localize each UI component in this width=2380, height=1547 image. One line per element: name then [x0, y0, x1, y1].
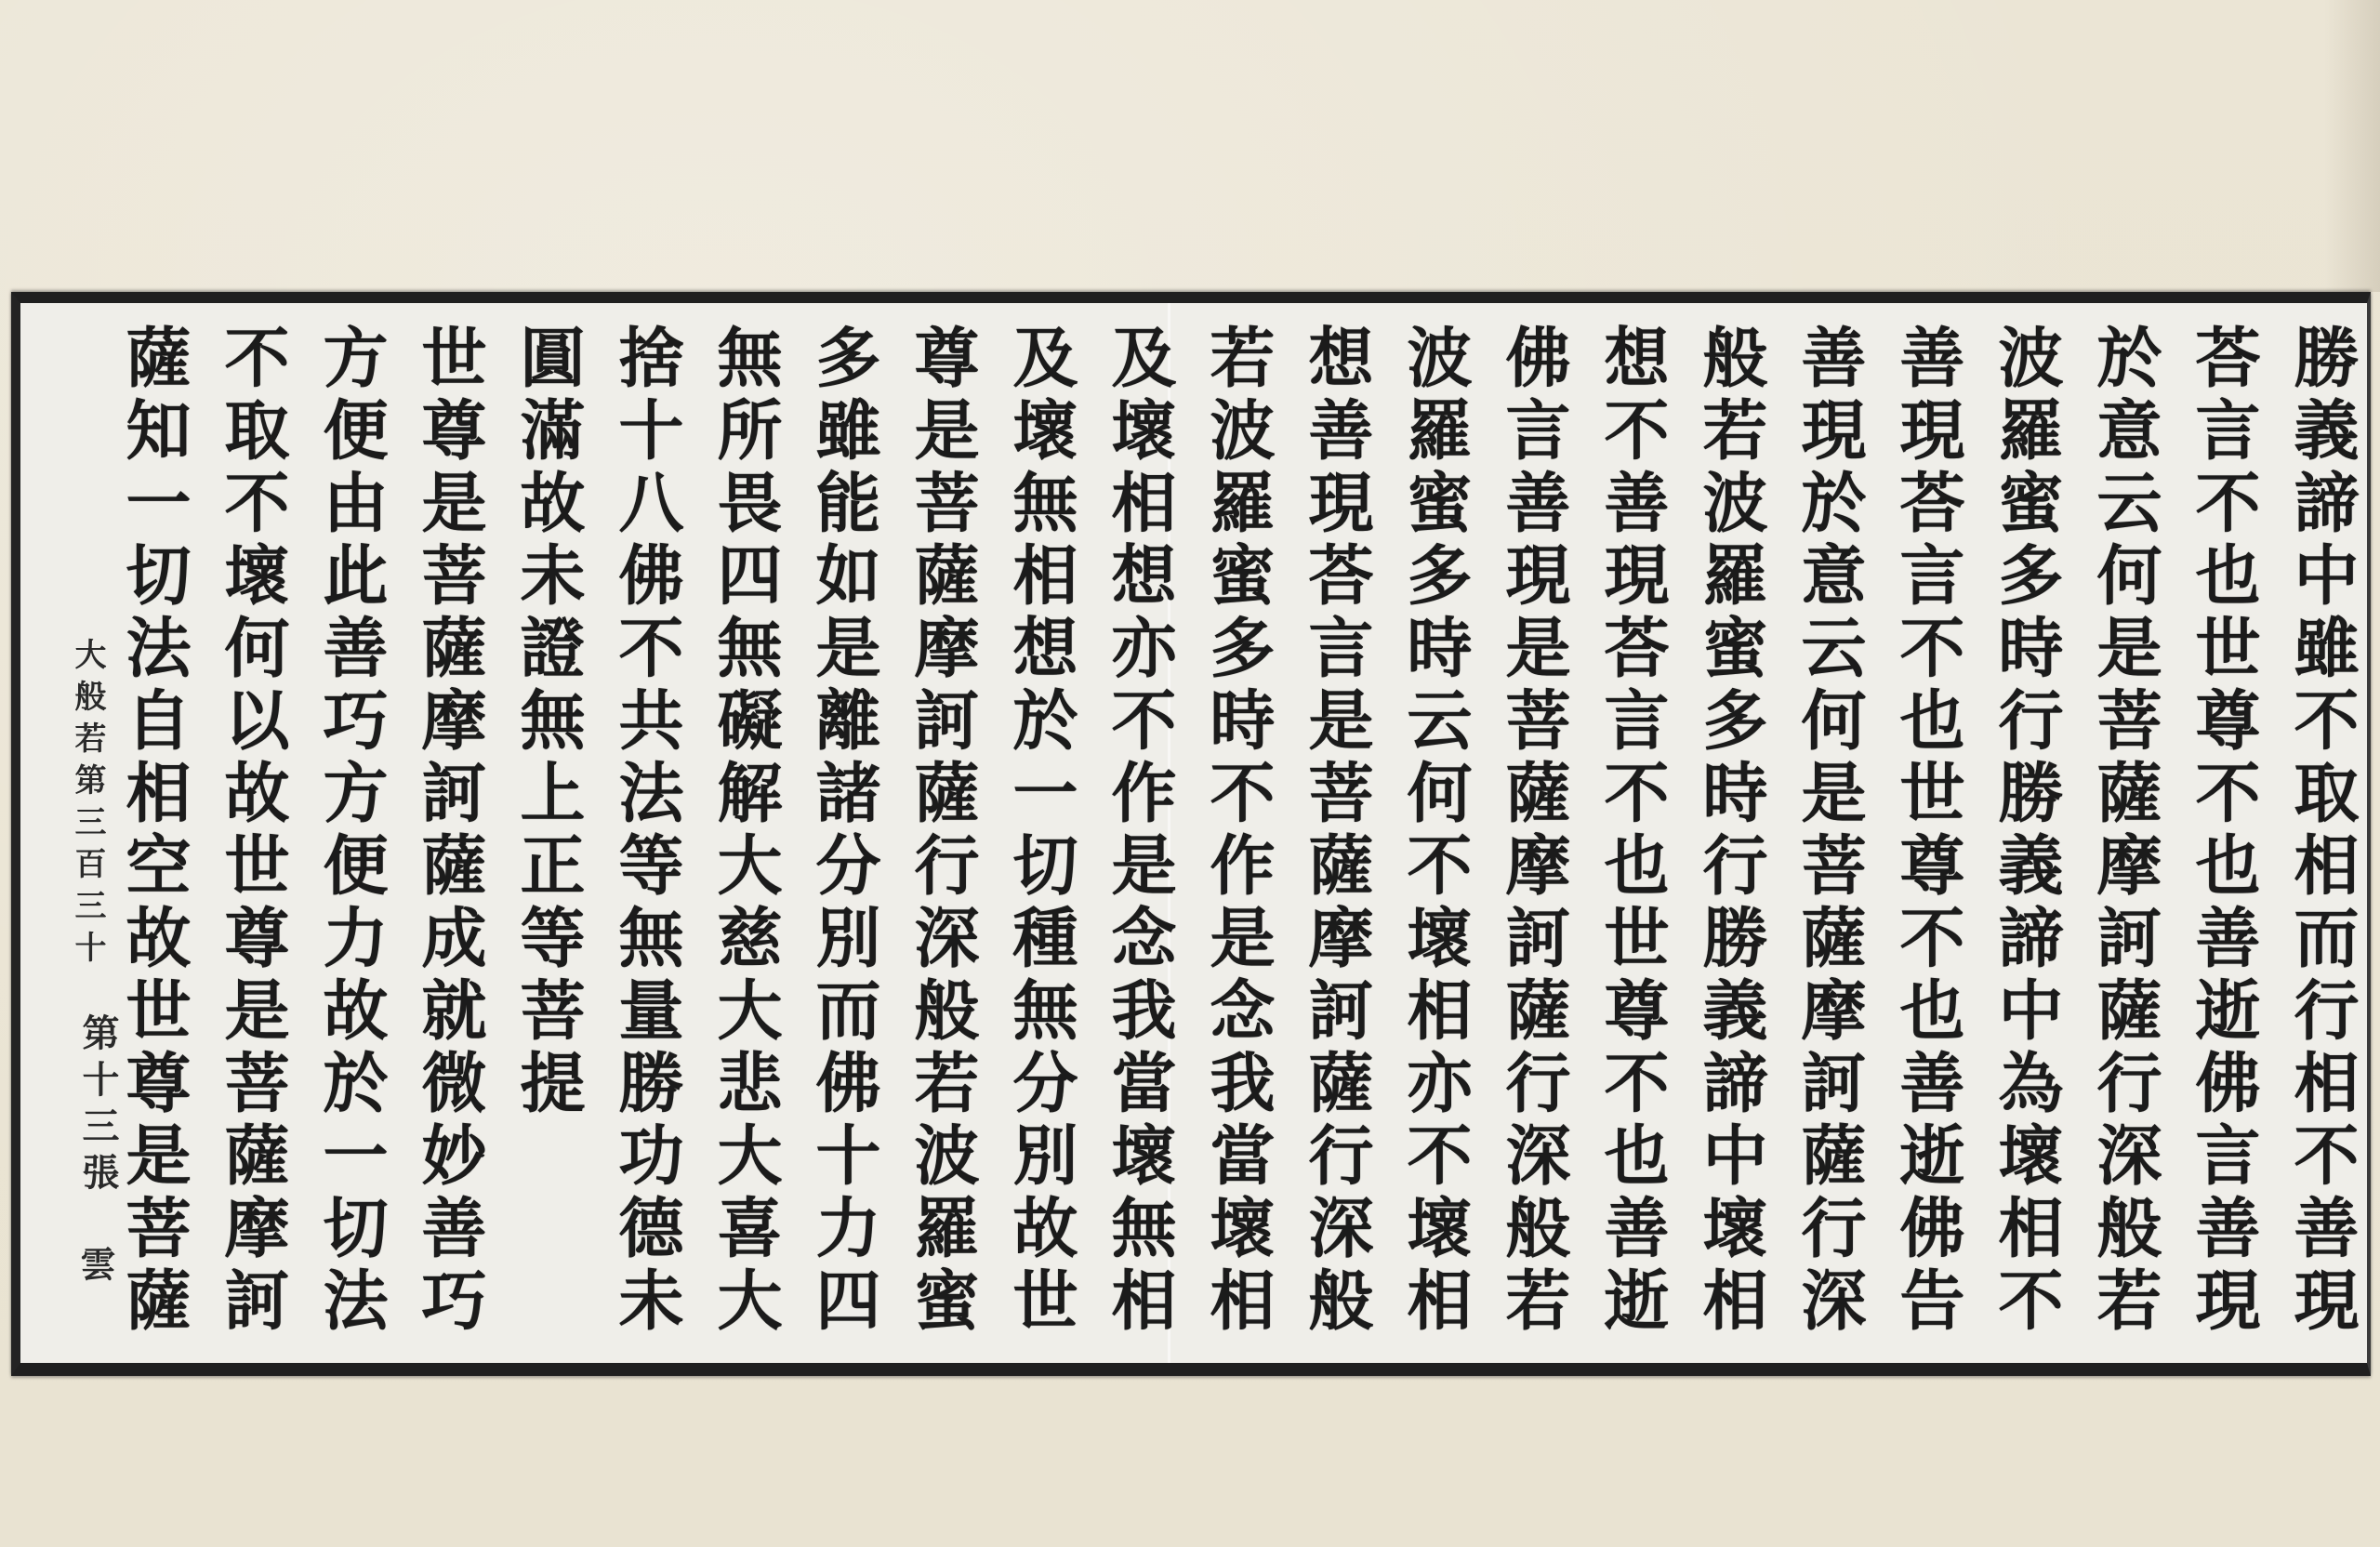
sutra-text-block — [104, 324, 2371, 1355]
text-column-4: 波羅蜜多時行勝義諦中為壞相不 — [1988, 324, 2065, 1339]
text-column-20: 世尊是菩薩摩訶薩成就微妙善巧 — [411, 324, 488, 1339]
text-column-14: 及壞無相想於一切種無分別故世 — [1002, 324, 1079, 1339]
text-column-21: 方便由此善巧方便力故於一切法 — [312, 324, 390, 1339]
text-column-3: 於意云何是菩薩摩訶薩行深般若 — [2086, 324, 2163, 1339]
margin-sheet-number: 第十三張 — [76, 1013, 120, 1199]
text-column-10: 波羅蜜多時云何不壞相亦不壞相 — [1396, 324, 1474, 1339]
text-column-18: 捨十八佛不共法等無量勝功德未 — [608, 324, 685, 1339]
text-column-16: 多雖能如是離諸分別而佛十力四 — [805, 324, 882, 1339]
text-column-9: 佛言善現是菩薩摩訶薩行深般若 — [1495, 324, 1572, 1339]
text-column-22: 不取不壞何以故世尊是菩薩摩訶 — [214, 324, 291, 1339]
text-column-2: 荅言不也世尊不也善逝佛言善現 — [2185, 324, 2262, 1339]
text-column-15: 尊是菩薩摩訶薩行深般若波羅蜜 — [904, 324, 981, 1339]
text-column-23: 薩知一切法自相空故世尊是菩薩 — [115, 324, 192, 1339]
text-column-7: 般若波羅蜜多時行勝義諦中壞相 — [1692, 324, 1769, 1339]
margin-case-mark: 雲 — [74, 1246, 116, 1281]
text-column-12: 若波羅蜜多時不作是念我當壞相 — [1199, 324, 1276, 1339]
text-column-17: 無所畏四無礙解大慈大悲大喜大 — [707, 324, 784, 1339]
margin-volume-title: 大般若第三百三十 — [69, 638, 106, 972]
text-column-19: 圓滿故未證無上正等菩提 — [509, 324, 587, 1121]
text-column-13: 及壞相想亦不作是念我當壞無相 — [1101, 324, 1178, 1339]
text-column-11: 想善現荅言是菩薩摩訶薩行深般 — [1298, 324, 1375, 1339]
paper-edge-shadow — [2324, 0, 2380, 292]
text-column-5: 善現荅言不也世尊不也善逝佛告 — [1889, 324, 1966, 1339]
text-column-1: 勝義諦中雖不取相而行相不善現 — [2283, 324, 2360, 1339]
text-column-6: 善現於意云何是菩薩摩訶薩行深 — [1791, 324, 1868, 1339]
text-column-8: 想不善現荅言不也世尊不也善逝 — [1593, 324, 1671, 1339]
